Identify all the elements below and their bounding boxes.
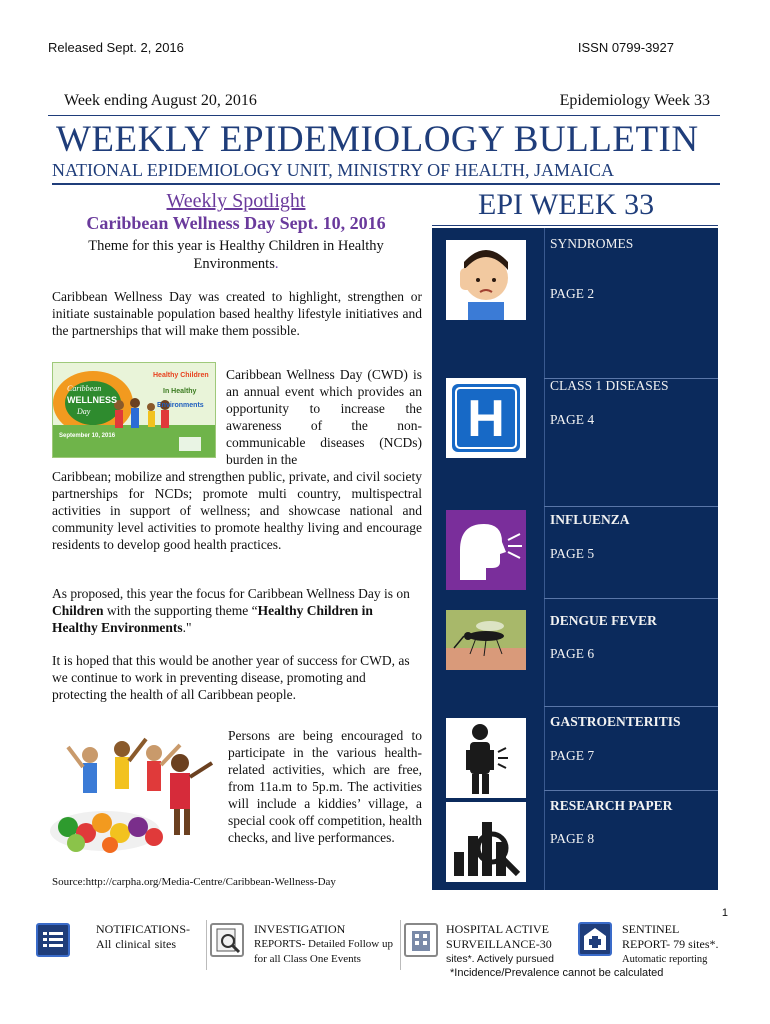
research-chart-icon bbox=[446, 802, 526, 882]
week-ending: Week ending August 20, 2016 bbox=[64, 92, 257, 109]
footnote: *Incidence/Prevalence cannot be calculated bbox=[450, 967, 664, 979]
paragraph-cwd-annual: Caribbean Wellness Day (CWD) is an annual event which provides an opportunity to increase the awareness of the non-communicable diseases (NCDs) burden in the bbox=[226, 367, 422, 467]
epi-week-title: EPI WEEK 33 bbox=[478, 188, 655, 221]
mosquito-icon bbox=[446, 610, 526, 670]
theme-dot: . bbox=[274, 256, 279, 272]
sentinel-small: Automatic reporting bbox=[622, 954, 708, 965]
item-influenza-label[interactable]: INFLUENZA bbox=[550, 512, 630, 527]
item-research-label[interactable]: RESEARCH PAPER bbox=[550, 798, 673, 813]
poster-caribbean: Caribbean bbox=[67, 384, 102, 393]
sneeze-icon bbox=[446, 510, 526, 590]
item-syndromes-page[interactable]: PAGE 2 bbox=[550, 286, 595, 301]
investigation-text bbox=[254, 922, 402, 967]
item-class1-label[interactable]: CLASS 1 DISEASES bbox=[550, 378, 669, 393]
spotlight-theme bbox=[58, 237, 414, 273]
hospital-h-letter: H bbox=[467, 390, 505, 448]
focus-children: Children bbox=[52, 603, 104, 618]
paragraph-activities: Persons are being encouraged to participate in the various health-related activities, which are free, from 11a.m to 5p.m. The activities will include a kiddies’ village, a special cook off competition, health checks, and live performances. bbox=[228, 728, 422, 845]
hospital-title: HOSPITAL ACTIVE bbox=[446, 922, 549, 936]
paragraph-hope: It is hoped that this would be another year of success for CWD, as we continue to work in preventing disease, promoting and protecting the health of all Caribbean people. bbox=[52, 653, 410, 702]
focus-text-c: with the supporting theme “ bbox=[103, 603, 258, 618]
item-dengue-page[interactable]: PAGE 6 bbox=[550, 646, 595, 661]
poster-in-healthy: In Healthy bbox=[163, 388, 197, 395]
item-research-page[interactable]: PAGE 8 bbox=[550, 831, 595, 846]
focus-text-e: ." bbox=[182, 620, 192, 635]
medical-cross-icon bbox=[578, 922, 612, 956]
footer-separator bbox=[400, 920, 401, 970]
notifications-title: NOTIFICATIONS- bbox=[96, 922, 190, 936]
bulletin-title: WEEKLY EPIDEMIOLOGY BULLETIN bbox=[56, 119, 699, 160]
issn: ISSN 0799-3927 bbox=[577, 40, 674, 55]
hospital-building-icon bbox=[404, 923, 438, 957]
poster-environments: Environments bbox=[157, 402, 204, 409]
bulletin-subtitle: NATIONAL EPIDEMIOLOGY UNIT, MINISTRY OF HEALTH, JAMAICA bbox=[52, 160, 720, 185]
contents-panel bbox=[432, 228, 718, 890]
people-fruit-image bbox=[50, 727, 220, 853]
sentinel-text bbox=[622, 922, 742, 967]
source-link[interactable]: Source:http://carpha.org/Media-Centre/Caribbean-Wellness-Day bbox=[52, 876, 336, 888]
poster-date: September 10, 2016 bbox=[59, 433, 116, 439]
poster-healthy-children: Healthy Children bbox=[153, 372, 209, 379]
notifications-body: All clinical sites bbox=[96, 937, 176, 951]
list-icon bbox=[36, 923, 70, 957]
notifications-text bbox=[96, 922, 206, 952]
magnifier-report-icon bbox=[210, 923, 244, 957]
investigation-title: INVESTIGATION bbox=[254, 922, 346, 936]
poster-day: Day bbox=[77, 407, 91, 416]
item-class1-page[interactable]: PAGE 4 bbox=[550, 412, 595, 427]
hospital-h-icon bbox=[446, 378, 526, 458]
focus-theme: Healthy Children in Healthy Environments bbox=[52, 603, 373, 635]
item-gastro-page[interactable]: PAGE 7 bbox=[550, 748, 595, 763]
footer-separator bbox=[206, 920, 207, 970]
hospital-body: SURVEILLANCE-30 bbox=[446, 937, 552, 951]
epidemiology-week: Epidemiology Week 33 bbox=[559, 92, 710, 109]
panel-divider bbox=[544, 706, 718, 707]
item-gastro-label[interactable]: GASTROENTERITIS bbox=[550, 714, 681, 729]
focus-text-a: As proposed, this year the focus for Caribbean Wellness Day is on bbox=[52, 586, 410, 601]
panel-divider bbox=[544, 506, 718, 507]
paragraph-focus bbox=[52, 585, 412, 636]
item-influenza-page[interactable]: PAGE 5 bbox=[550, 546, 595, 561]
wellness-day-poster-image bbox=[52, 362, 216, 458]
investigation-body: REPORTS- Detailed Follow up for all Class One Events bbox=[254, 938, 393, 965]
item-syndromes-label[interactable]: SYNDROMES bbox=[550, 236, 634, 251]
item-dengue-label[interactable]: DENGUE FEVER bbox=[550, 613, 657, 628]
poster-wellness: WELLNESS bbox=[67, 395, 118, 405]
sentinel-body: REPORT- 79 sites*. bbox=[622, 937, 719, 951]
stomach-ache-icon bbox=[446, 718, 526, 798]
panel-divider bbox=[544, 598, 718, 599]
sentinel-title: SENTINEL bbox=[622, 922, 680, 936]
release-date: Released Sept. 2, 2016 bbox=[48, 40, 184, 55]
paragraph-cwd-mobilize: Caribbean; mobilize and strengthen public, private, and civil society partnerships for NCDs; promote multi country, multispectral activities in support of wellness; and showcase national and community level activities to promote healthy living and encourage residents to develop good health practices. bbox=[52, 469, 422, 552]
spotlight-heading: Weekly Spotlight bbox=[166, 190, 306, 212]
hospital-small: sites*. Actively pursued bbox=[446, 953, 554, 965]
spotlight-title: Caribbean Wellness Day Sept. 10, 2016 bbox=[86, 213, 386, 233]
panel-divider bbox=[544, 790, 718, 791]
hospital-text bbox=[446, 922, 572, 967]
paragraph-intro: Caribbean Wellness Day was created to highlight, strengthen or initiate sustainable population based healthy lifestyle initiatives and the partnerships that will make them possible. bbox=[52, 289, 422, 338]
theme-text: Theme for this year is Healthy Children in Healthy Environments bbox=[88, 238, 384, 272]
sick-child-icon bbox=[446, 240, 526, 320]
page-number: 1 bbox=[721, 907, 728, 919]
